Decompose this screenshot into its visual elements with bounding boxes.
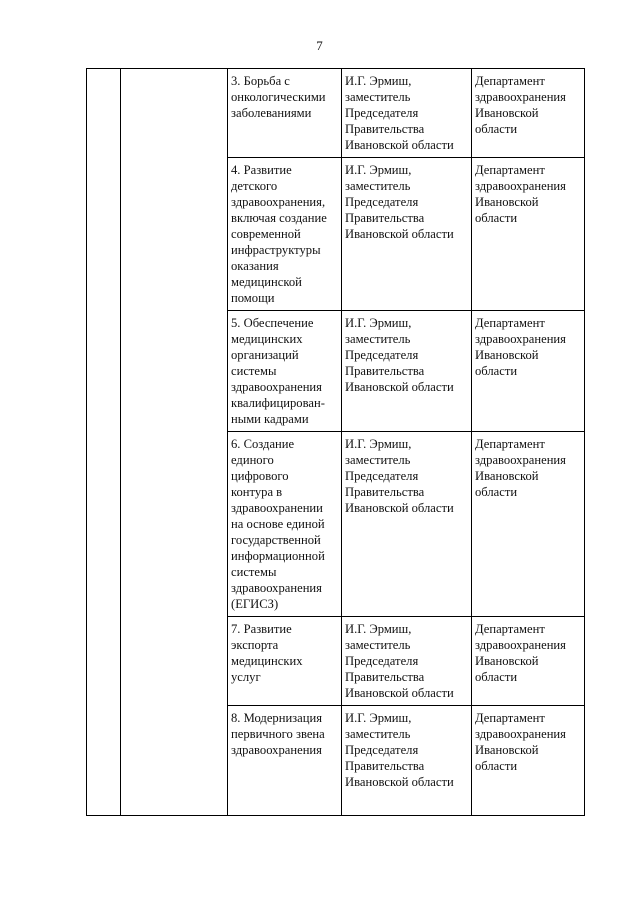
executor-cell: Департамент здравоохранения Ивановской области — [472, 617, 585, 706]
task-cell: 3. Борьба с онкологическими заболеваниями — [228, 69, 342, 158]
executor-cell: Департамент здравоохранения Ивановской области — [472, 706, 585, 816]
executor-cell: Департамент здравоохранения Ивановской области — [472, 158, 585, 311]
page-number: 7 — [316, 38, 323, 53]
responsible-cell: И.Г. Эрмиш, заместитель Председателя Правительства Ивановской области — [342, 311, 472, 432]
task-cell: 5. Обеспечение медицинских организаций системы здравоохранения квалифицирован- ными кадрами — [228, 311, 342, 432]
responsible-cell: И.Г. Эрмиш, заместитель Председателя Правительства Ивановской области — [342, 432, 472, 617]
task-cell: 6. Создание единого цифрового контура в здравоохранении на основе единой государственной информационной системы здравоохранения (ЕГИСЗ) — [228, 432, 342, 617]
program-cell — [121, 69, 228, 816]
program-table — [86, 68, 585, 816]
executor-cell: Департамент здравоохранения Ивановской области — [472, 69, 585, 158]
number-cell — [87, 69, 121, 816]
responsible-cell: И.Г. Эрмиш, заместитель Председателя Правительства Ивановской области — [342, 69, 472, 158]
responsible-cell: И.Г. Эрмиш, заместитель Председателя Правительства Ивановской области — [342, 706, 472, 816]
task-cell: 8. Модернизация первичного звена здравоохранения — [228, 706, 342, 816]
program-table-body — [87, 69, 585, 816]
task-cell: 4. Развитие детского здравоохранения, включая создание современной инфраструктуры оказания медицинской помощи — [228, 158, 342, 311]
responsible-cell: И.Г. Эрмиш, заместитель Председателя Правительства Ивановской области — [342, 617, 472, 706]
responsible-cell: И.Г. Эрмиш, заместитель Председателя Правительства Ивановской области — [342, 158, 472, 311]
table-row — [87, 69, 585, 158]
task-cell: 7. Развитие экспорта медицинских услуг — [228, 617, 342, 706]
executor-cell: Департамент здравоохранения Ивановской области — [472, 432, 585, 617]
executor-cell: Департамент здравоохранения Ивановской области — [472, 311, 585, 432]
